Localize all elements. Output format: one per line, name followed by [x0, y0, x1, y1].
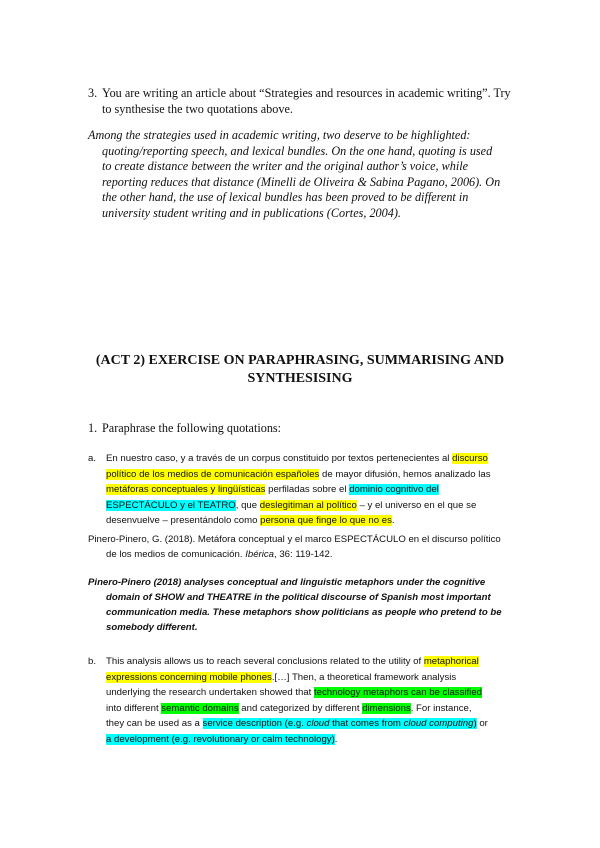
answer-line: Among the strategies used in academic writing, two deserve to be highlighted: — [88, 128, 471, 142]
answer-line: domain of SHOW and THEATRE in the political discourse of Spanish most important — [106, 592, 491, 603]
text-run: perfiladas sobre el — [265, 484, 350, 495]
heading-line: (ACT 2) EXERCISE ON PARAPHRASING, SUMMARISING AND — [95, 353, 505, 368]
highlight-yellow: deslegitiman al político — [259, 499, 357, 511]
answer-line: the other hand, the use of lexical bundles has been proved to be different in — [102, 190, 469, 205]
answer-line: to create distance between the writer and the original author’s voice, while — [102, 159, 469, 174]
question-3 — [88, 85, 518, 117]
text-run: and categorized by different — [238, 702, 363, 714]
quotation-b — [88, 654, 518, 747]
highlight-yellow: discurso — [452, 453, 488, 464]
answer-line: somebody different. — [106, 622, 198, 633]
highlight-cyan: a development (e.g. revolutionary or calm technology) — [106, 733, 335, 745]
highlight-yellow: metaphorical — [423, 656, 479, 667]
question-number: 1. — [88, 421, 98, 435]
text-run: .[…] Then, a theoretical framework analysis — [271, 671, 457, 683]
text-run: – y el universo en el que se — [356, 499, 477, 511]
text-run: they can be used as a — [106, 718, 203, 729]
answer-line: Pinero-Pinero (2018) analyses conceptual and linguistic metaphors under the cognitive — [88, 577, 486, 588]
text-run-italic: cloud — [306, 718, 330, 729]
reference-line: Pinero-Pinero, G. (2018). Metáfora conceptual y el marco ESPECTÁCULO en el discurso político — [88, 534, 501, 545]
highlight-yellow: persona que finge lo que no es — [260, 515, 392, 526]
text-run: or — [476, 718, 488, 729]
question-number: 3. — [88, 86, 98, 100]
quotation-a — [88, 451, 518, 529]
item-label: b. — [88, 656, 97, 667]
text-run: ) — [473, 718, 477, 729]
highlight-cyan: dominio cognitivo del — [349, 484, 439, 495]
text-run-italic: cloud computing — [403, 718, 474, 729]
text-run: de los medios de comunicación. — [106, 549, 246, 560]
highlight-cyan: ESPECTÁCULO y el TEATRO — [106, 499, 236, 511]
text-run: underlying the research undertaken showed that — [106, 687, 314, 698]
answer-line: university student writing and in publications (Cortes, 2004). — [102, 205, 401, 220]
quotation-text — [106, 654, 518, 747]
quotation-text — [106, 451, 518, 529]
question-1 — [88, 420, 518, 436]
text-run: This analysis allows us to reach several conclusions related to the utility of — [106, 656, 424, 667]
text-run: . — [334, 733, 338, 745]
text-run: En nuestro caso, y a través de un corpus constituido por textos pertenecientes al — [106, 453, 453, 464]
text-run: , que — [235, 499, 260, 511]
highlight-green: semantic domains — [161, 702, 239, 714]
section-heading — [80, 352, 520, 388]
text-run: desenvuelve – presentándolo como — [106, 515, 261, 526]
answer-line: communication media. These metaphors show politicians as people who pretend to be — [106, 607, 502, 618]
text-run: . For instance, — [410, 702, 472, 714]
synthesis-answer — [88, 128, 518, 222]
text-run: , 36: 119-142. — [273, 549, 333, 560]
question-text — [102, 85, 518, 117]
highlight-yellow: político de los medios de comunicación españoles — [106, 468, 320, 480]
text-run: that comes from — [329, 718, 404, 729]
answer-line: quoting/reporting speech, and lexical bundles. On the one hand, quoting is used — [102, 143, 493, 158]
paraphrase-answer — [88, 575, 518, 635]
highlight-yellow: metáforas conceptuales y lingüísticas — [106, 484, 266, 495]
highlight-yellow: expressions concerning mobile phones — [106, 671, 272, 683]
reference — [88, 532, 518, 562]
question-text: Paraphrase the following quotations: — [102, 421, 282, 435]
heading-line: SYNTHESISING — [247, 371, 353, 386]
text-run: into different — [106, 702, 162, 714]
answer-line: reporting reduces that distance (Minelli de Oliveira & Sabina Pagano, 2006). On — [102, 174, 501, 189]
highlight-green: technology metaphors can be classified — [314, 687, 482, 698]
journal-title: Ibérica — [245, 549, 274, 560]
item-label: a. — [88, 453, 97, 464]
text-run: . — [391, 515, 395, 526]
question-line: You are writing an article about “Strategies and resources in academic writing”. Try — [102, 86, 511, 100]
text-run: service description (e.g. — [202, 718, 307, 729]
highlight-cyan — [203, 718, 477, 729]
reference-line — [88, 547, 518, 562]
highlight-green: dimensions — [362, 702, 411, 714]
question-line: to synthesise the two quotations above. — [102, 102, 293, 116]
text-run: de mayor difusión, hemos analizado las — [319, 468, 491, 480]
